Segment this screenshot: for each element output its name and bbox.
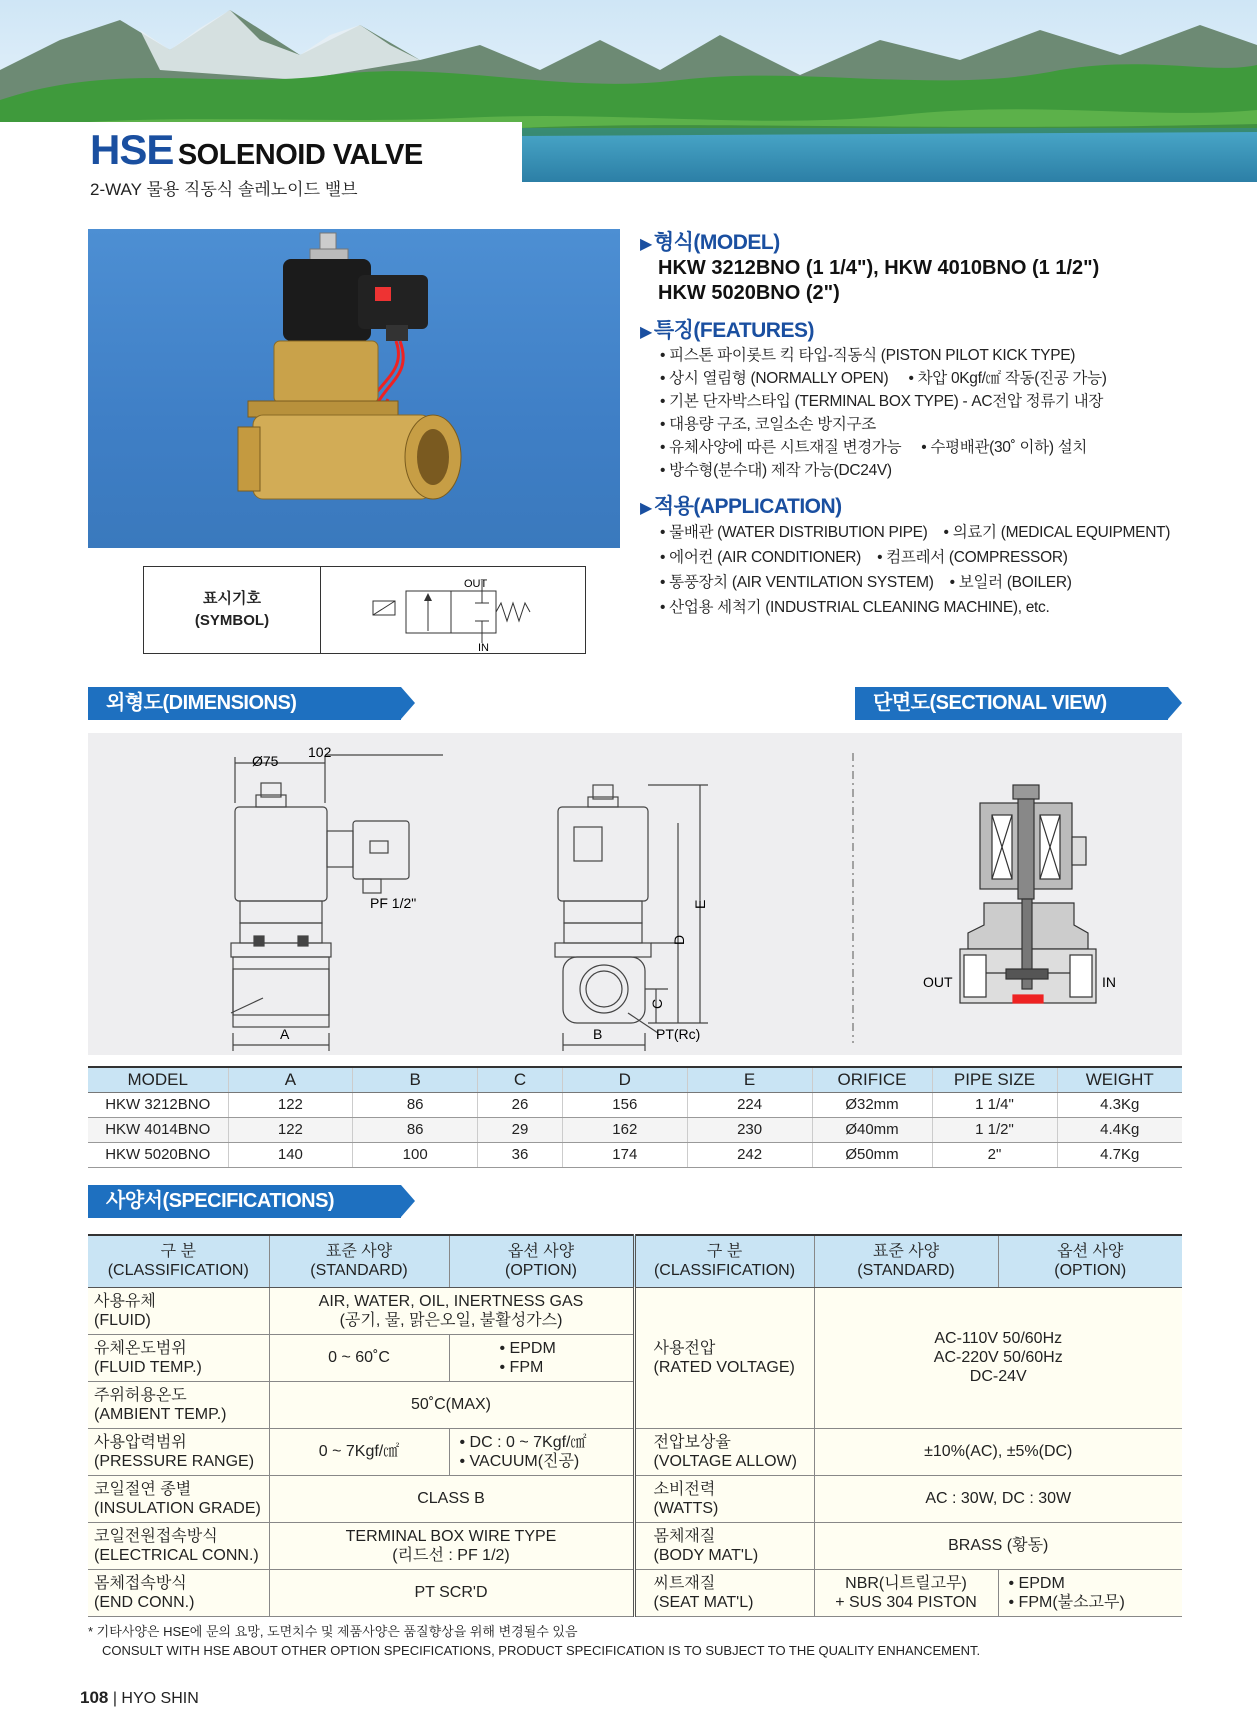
value-line: TERMINAL BOX WIRE TYPE xyxy=(345,1527,557,1545)
option-line: • VACUUM(진공) xyxy=(459,1452,580,1470)
option-line: • DC : 0 ~ 7Kgf/㎠ xyxy=(459,1433,587,1451)
head-en: (OPTION) xyxy=(1054,1262,1127,1280)
feature-text: 방수형(분수대) 제작 가능(DC24V) xyxy=(669,462,892,479)
spec-value xyxy=(269,1287,634,1334)
cell: 4.7Kg xyxy=(1057,1142,1182,1167)
features-heading: ▶특징(FEATURES) xyxy=(640,319,814,342)
value-line: AC-110V 50/60Hz xyxy=(934,1330,1063,1347)
feature-text: 기본 단자박스타입 (TERMINAL BOX TYPE) - AC전압 정류기 내장 xyxy=(669,393,1104,410)
label-en: (WATTS) xyxy=(653,1499,719,1517)
section-out-label: OUT xyxy=(923,974,953,990)
model-line-2: HKW 5020BNO (2") xyxy=(658,282,840,304)
label-kr: 주위허용온도 xyxy=(94,1386,187,1404)
cell: Ø50mm xyxy=(812,1142,932,1167)
feature-text: 차압 0Kgf/㎠ 작동(진공 가능) xyxy=(917,370,1107,387)
spec-label xyxy=(88,1522,269,1569)
dim-102: 102 xyxy=(308,744,332,760)
spec-label xyxy=(88,1475,269,1522)
spec-value: 50˚C(MAX) xyxy=(269,1381,634,1428)
valve-symbol-diagram xyxy=(321,567,585,653)
side-view xyxy=(555,785,708,1051)
cell: 224 xyxy=(687,1092,812,1117)
solenoid-valve-image xyxy=(88,229,620,548)
dim-pf: PF 1/2" xyxy=(370,895,417,911)
spec-header-row xyxy=(88,1235,1182,1287)
feature-item: • 방수형(분수대) 제작 가능(DC24V) xyxy=(660,462,892,479)
spec-value xyxy=(269,1522,634,1569)
application-text: 물배관 (WATER DISTRIBUTION PIPE) xyxy=(669,524,928,541)
application-text: 보일러 (BOILER) xyxy=(958,574,1072,591)
cell: 156 xyxy=(562,1092,687,1117)
col-model: MODEL xyxy=(88,1067,228,1092)
symbol-label-en: (SYMBOL) xyxy=(194,612,270,629)
dim-c: C xyxy=(649,998,665,1009)
cell: Ø40mm xyxy=(812,1117,932,1142)
spec-head-option xyxy=(449,1235,634,1287)
company-name: HYO SHIN xyxy=(121,1690,199,1707)
feature-text: 피스톤 파이롯트 킥 타입-직동식 (PISTON PILOT KICK TYPE) xyxy=(669,347,1076,364)
product-title: SOLENOID VALVE xyxy=(177,139,423,171)
cell: 4.4Kg xyxy=(1057,1117,1182,1142)
value-line: NBR(니트릴고무) xyxy=(845,1574,967,1592)
feature-item: • 기본 단자박스타입 (TERMINAL BOX TYPE) - AC전압 정류기 내장 xyxy=(660,393,1104,410)
col-pipe-size: PIPE SIZE xyxy=(932,1067,1057,1092)
tab-specifications: 사양서(SPECIFICATIONS) xyxy=(88,1185,401,1218)
table-header-row xyxy=(88,1067,1182,1092)
cell: HKW 4014BNO xyxy=(88,1117,228,1142)
spec-value: CLASS B xyxy=(269,1475,634,1522)
dim-a: A xyxy=(280,1026,290,1042)
cell: 86 xyxy=(353,1092,478,1117)
feature-text: 상시 열림형 (NORMALLY OPEN) xyxy=(669,370,889,387)
spec-label xyxy=(88,1334,269,1381)
feature-text: 유체사양에 따른 시트재질 변경가능 xyxy=(669,439,902,456)
dim-b: B xyxy=(593,1026,603,1042)
section-in-label: IN xyxy=(1102,974,1116,990)
cell: 26 xyxy=(478,1092,563,1117)
head-kr: 옵션 사양 xyxy=(1057,1243,1124,1261)
head-kr: 구 분 xyxy=(706,1243,743,1261)
head-en: (CLASSIFICATION) xyxy=(107,1262,249,1280)
label-en: (FLUID TEMP.) xyxy=(94,1358,202,1376)
label-en: (FLUID) xyxy=(94,1311,151,1329)
spec-value xyxy=(814,1569,998,1616)
spec-option xyxy=(998,1569,1182,1616)
model-heading: ▶형식(MODEL) xyxy=(640,231,780,254)
spec-head-standard xyxy=(269,1235,449,1287)
value-line: + SUS 304 PISTON xyxy=(835,1593,977,1611)
table-row xyxy=(88,1092,1182,1117)
cell: 29 xyxy=(478,1117,563,1142)
spec-row-fluid xyxy=(88,1287,1182,1334)
label-kr: 사용압력범위 xyxy=(94,1433,187,1451)
spec-label xyxy=(634,1428,814,1475)
spec-option xyxy=(449,1334,634,1381)
feature-item: • 대용량 구조, 코일소손 방지구조 xyxy=(660,416,876,433)
cell: HKW 3212BNO xyxy=(88,1092,228,1117)
spec-row-insulation xyxy=(88,1475,1182,1522)
brand-name: HSE xyxy=(90,126,174,173)
feature-item: • 피스톤 파이롯트 킥 타입-직동식 (PISTON PILOT KICK TYPE) xyxy=(660,347,1076,364)
head-en: (STANDARD) xyxy=(310,1262,408,1280)
dim-diameter: Ø75 xyxy=(252,753,279,769)
spec-value: BRASS (황동) xyxy=(814,1522,1182,1569)
table-row xyxy=(88,1142,1182,1167)
feature-text: 대용량 구조, 코일소손 방지구조 xyxy=(669,416,876,433)
application-text: 컴프레서 (COMPRESSOR) xyxy=(886,549,1068,566)
application-text: 의료기 (MEDICAL EQUIPMENT) xyxy=(952,524,1171,541)
col-orifice: ORIFICE xyxy=(812,1067,932,1092)
spec-head-option-2 xyxy=(998,1235,1182,1287)
spec-value: ±10%(AC), ±5%(DC) xyxy=(814,1428,1182,1475)
label-kr: 사용전압 xyxy=(653,1339,716,1357)
product-info xyxy=(640,226,1240,620)
application-item: • 통풍장치 (AIR VENTILATION SYSTEM) • 보일러 (BOILER) xyxy=(660,574,1072,591)
label-en: (SEAT MAT'L) xyxy=(653,1593,754,1611)
symbol-label-kr: 표시기호 xyxy=(203,590,261,607)
symbol-in-label: IN xyxy=(478,642,489,653)
application-heading-text: 적용(APPLICATION) xyxy=(653,495,842,518)
value-line: (리드선 : PF 1/2) xyxy=(392,1546,510,1564)
footnote-en: CONSULT WITH HSE ABOUT OTHER OPTION SPECIFICATIONS, PRODUCT SPECIFICATION IS TO SUBJECT TO THE QUALITY ENHANCEMENT. xyxy=(102,1643,981,1658)
table-row xyxy=(88,1117,1182,1142)
cell: 174 xyxy=(562,1142,687,1167)
application-item: • 에어컨 (AIR CONDITIONER) • 컴프레서 (COMPRESSOR) xyxy=(660,549,1068,566)
head-kr: 구 분 xyxy=(160,1243,196,1261)
tab-dimensions: 외형도(DIMENSIONS) xyxy=(88,687,401,720)
specifications-table xyxy=(88,1234,1182,1617)
label-kr: 씨트재질 xyxy=(653,1574,716,1592)
head-en: (STANDARD) xyxy=(857,1262,955,1280)
footnote xyxy=(88,1622,980,1660)
feature-item: • 유체사양에 따른 시트재질 변경가능 • 수평배관(30˚ 이하) 설치 xyxy=(660,439,1088,456)
application-item: • 산업용 세척기 (INDUSTRIAL CLEANING MACHINE), etc. xyxy=(660,599,1050,616)
cell: 162 xyxy=(562,1117,687,1142)
drawings-svg xyxy=(88,733,1182,1055)
application-text: 통풍장치 (AIR VENTILATION SYSTEM) xyxy=(669,574,934,591)
head-kr: 옵션 사양 xyxy=(507,1243,575,1261)
option-line: • FPM xyxy=(499,1358,544,1376)
label-kr: 몸체재질 xyxy=(653,1527,716,1545)
cell: 140 xyxy=(228,1142,353,1167)
spec-row-pressure xyxy=(88,1428,1182,1475)
label-en: (AMBIENT TEMP.) xyxy=(94,1405,227,1423)
symbol-label xyxy=(144,567,321,653)
spec-row-end-conn xyxy=(88,1569,1182,1616)
option-line: • FPM(불소고무) xyxy=(1008,1593,1125,1611)
spec-row-electrical xyxy=(88,1522,1182,1569)
label-en: (INSULATION GRADE) xyxy=(94,1499,261,1517)
tab-sectional-view: 단면도(SECTIONAL VIEW) xyxy=(855,687,1168,720)
option-line: • EPDM xyxy=(499,1339,556,1357)
cell: 100 xyxy=(353,1142,478,1167)
cell: 242 xyxy=(687,1142,812,1167)
head-kr: 표준 사양 xyxy=(872,1243,940,1261)
cell: 1 1/2" xyxy=(932,1117,1057,1142)
label-kr: 코일절연 종별 xyxy=(94,1480,192,1498)
model-heading-text: 형식(MODEL) xyxy=(653,231,780,254)
col-b: B xyxy=(353,1067,478,1092)
value-line: AIR, WATER, OIL, INERTNESS GAS xyxy=(318,1292,584,1310)
col-weight: WEIGHT xyxy=(1057,1067,1182,1092)
application-heading: ▶적용(APPLICATION) xyxy=(640,495,842,518)
model-line-1: HKW 3212BNO (1 1/4"), HKW 4010BNO (1 1/2") xyxy=(658,257,1100,279)
cell: HKW 5020BNO xyxy=(88,1142,228,1167)
dim-pt: PT(Rc) xyxy=(656,1026,701,1042)
spec-value xyxy=(814,1287,1182,1428)
dimension-drawings xyxy=(88,733,1182,1055)
label-kr: 몸체접속방식 xyxy=(94,1574,187,1592)
cell: 86 xyxy=(353,1117,478,1142)
footnote-kr: * 기타사양은 HSE에 문의 요망, 도면치수 및 제품사양은 품질향상을 위해 변경될수 있음 xyxy=(88,1624,578,1639)
application-text: 에어컨 (AIR CONDITIONER) xyxy=(669,549,862,566)
value-line: (공기, 물, 맑은오일, 불활성가스) xyxy=(339,1311,563,1329)
spec-value: 0 ~ 7Kgf/㎠ xyxy=(269,1428,449,1475)
application-text: 산업용 세척기 (INDUSTRIAL CLEANING MACHINE), etc. xyxy=(669,599,1050,616)
label-kr: 사용유체 xyxy=(94,1292,156,1310)
head-kr: 표준 사양 xyxy=(325,1243,393,1261)
label-en: (VOLTAGE ALLOW) xyxy=(653,1452,797,1470)
cell: Ø32mm xyxy=(812,1092,932,1117)
cell: 230 xyxy=(687,1117,812,1142)
label-kr: 소비전력 xyxy=(653,1480,716,1498)
cell: 122 xyxy=(228,1092,353,1117)
dim-e: E xyxy=(692,899,708,909)
spec-label xyxy=(634,1475,814,1522)
spec-head-classification xyxy=(88,1235,269,1287)
spec-value: AC : 30W, DC : 30W xyxy=(814,1475,1182,1522)
label-en: (BODY MAT'L) xyxy=(653,1546,759,1564)
page-title xyxy=(90,126,423,174)
cell: 1 1/4" xyxy=(932,1092,1057,1117)
value-line: AC-220V 50/60Hz xyxy=(933,1349,1063,1366)
col-e: E xyxy=(687,1067,812,1092)
col-d: D xyxy=(562,1067,687,1092)
page-number: 108 xyxy=(80,1688,109,1707)
spec-label xyxy=(88,1287,269,1334)
label-en: (PRESSURE RANGE) xyxy=(94,1452,255,1470)
cell: 36 xyxy=(478,1142,563,1167)
symbol-box xyxy=(143,566,586,654)
spec-head-standard-2 xyxy=(814,1235,998,1287)
spec-head-classification-2 xyxy=(634,1235,814,1287)
symbol-out-label: OUT xyxy=(464,578,488,590)
cell: 2" xyxy=(932,1142,1057,1167)
cell: 122 xyxy=(228,1117,353,1142)
spec-option xyxy=(449,1428,634,1475)
col-c: C xyxy=(478,1067,563,1092)
valve-symbol xyxy=(321,567,585,653)
spec-value: PT SCR'D xyxy=(269,1569,634,1616)
spec-label xyxy=(88,1569,269,1616)
value-line: DC-24V xyxy=(969,1368,1027,1385)
features-heading-text: 특징(FEATURES) xyxy=(653,319,814,342)
spec-label xyxy=(634,1522,814,1569)
label-kr: 코일전원접속방식 xyxy=(94,1527,218,1545)
page-footer: 108 | HYO SHIN xyxy=(80,1688,199,1707)
label-en: (END CONN.) xyxy=(94,1593,195,1611)
dimensions-table xyxy=(88,1066,1182,1168)
option-line: • EPDM xyxy=(1008,1574,1065,1592)
label-kr: 전압보상율 xyxy=(653,1433,731,1451)
feature-text: 수평배관(30˚ 이하) 설치 xyxy=(930,439,1088,456)
page-subtitle: 2-WAY 물용 직동식 솔레노이드 밸브 xyxy=(90,180,358,199)
col-a: A xyxy=(228,1067,353,1092)
head-en: (CLASSIFICATION) xyxy=(653,1262,796,1280)
head-en: (OPTION) xyxy=(505,1262,577,1280)
application-item: • 물배관 (WATER DISTRIBUTION PIPE) • 의료기 (MEDICAL EQUIPMENT) xyxy=(660,524,1171,541)
sectional-view xyxy=(960,785,1096,1003)
spec-label xyxy=(634,1569,814,1616)
label-kr: 유체온도범위 xyxy=(94,1339,187,1357)
spec-value: 0 ~ 60˚C xyxy=(269,1334,449,1381)
spec-label xyxy=(634,1287,814,1428)
product-photo xyxy=(88,229,620,548)
feature-item: • 상시 열림형 (NORMALLY OPEN) • 차압 0Kgf/㎠ 작동(진공 가능) xyxy=(660,370,1107,387)
dim-d: D xyxy=(671,934,687,945)
cell: 4.3Kg xyxy=(1057,1092,1182,1117)
label-en: (RATED VOLTAGE) xyxy=(653,1358,795,1376)
label-en: (ELECTRICAL CONN.) xyxy=(94,1546,259,1564)
spec-label xyxy=(88,1428,269,1475)
spec-label xyxy=(88,1381,269,1428)
